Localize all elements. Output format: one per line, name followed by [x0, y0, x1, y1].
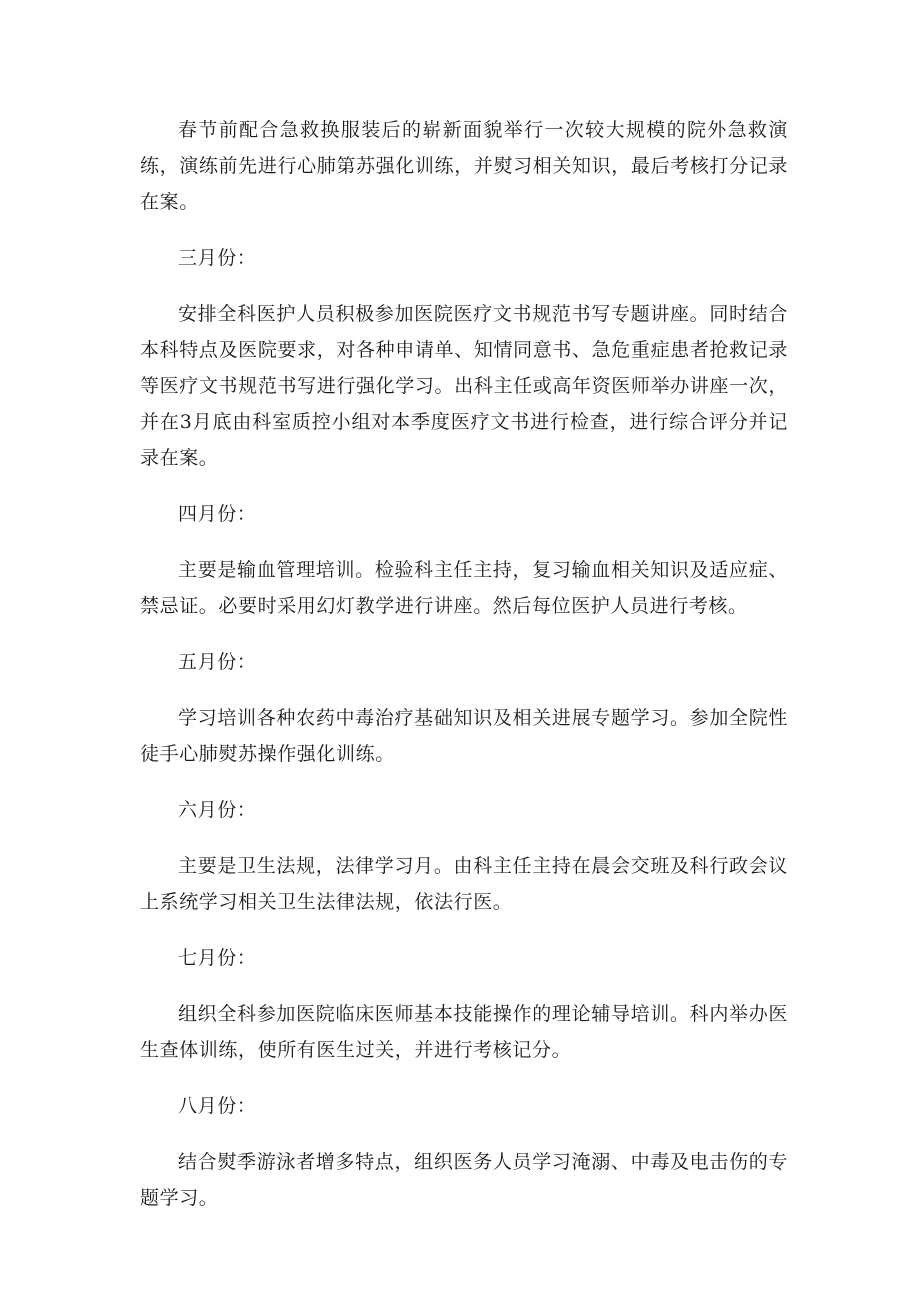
- section-heading-june: 六月份：: [178, 799, 257, 821]
- section-heading-may: 五月份：: [178, 651, 257, 673]
- section-heading-july: 七月份：: [178, 947, 257, 969]
- section-body-may: 学习培训各种农药中毒治疗基础知识及相关进展专题学习。参加全院性徒手心肺熨苏操作强化训练。: [140, 707, 788, 765]
- section-body-august: 结合熨季游泳者增多特点，组织医务人员学习淹溺、中毒及电击伤的专题学习。: [140, 1151, 788, 1209]
- section-body-july: 组织全科参加医院临床医师基本技能操作的理论辅导培训。科内举办医生查体训练，使所有医生过关，并进行考核记分。: [140, 1003, 788, 1061]
- section-heading-august: 八月份：: [178, 1095, 257, 1117]
- intro-paragraph: 春节前配合急救换服装后的崭新面貌举行一次较大规模的院外急救演练，演练前先进行心肺第苏强化训练，并熨习相关知识，最后考核打分记录在案。: [140, 119, 788, 213]
- section-body-april: 主要是输血管理培训。检验科主任主持，复习输血相关知识及适应症、禁忌证。必要时采用幻灯教学进行讲座。然后每位医护人员进行考核。: [140, 559, 788, 617]
- document-page: [140, 112, 788, 1216]
- section-heading-march: 三月份：: [178, 247, 257, 269]
- section-body-march: 安排全科医护人员积极参加医院医疗文书规范书写专题讲座。同时结合本科特点及医院要求，对各种申请单、知情同意书、急危重症患者抢救记录等医疗文书规范书写进行强化学习。出科主任或高年资医师举办讲座一次，并在3月底由科室质控小组对本季度医疗文书进行检查，进行综合评分并记录在案。: [140, 303, 788, 469]
- section-heading-april: 四月份：: [178, 503, 257, 525]
- section-body-june: 主要是卫生法规，法律学习月。由科主任主持在晨会交班及科行政会议上系统学习相关卫生法律法规，依法行医。: [140, 855, 788, 913]
